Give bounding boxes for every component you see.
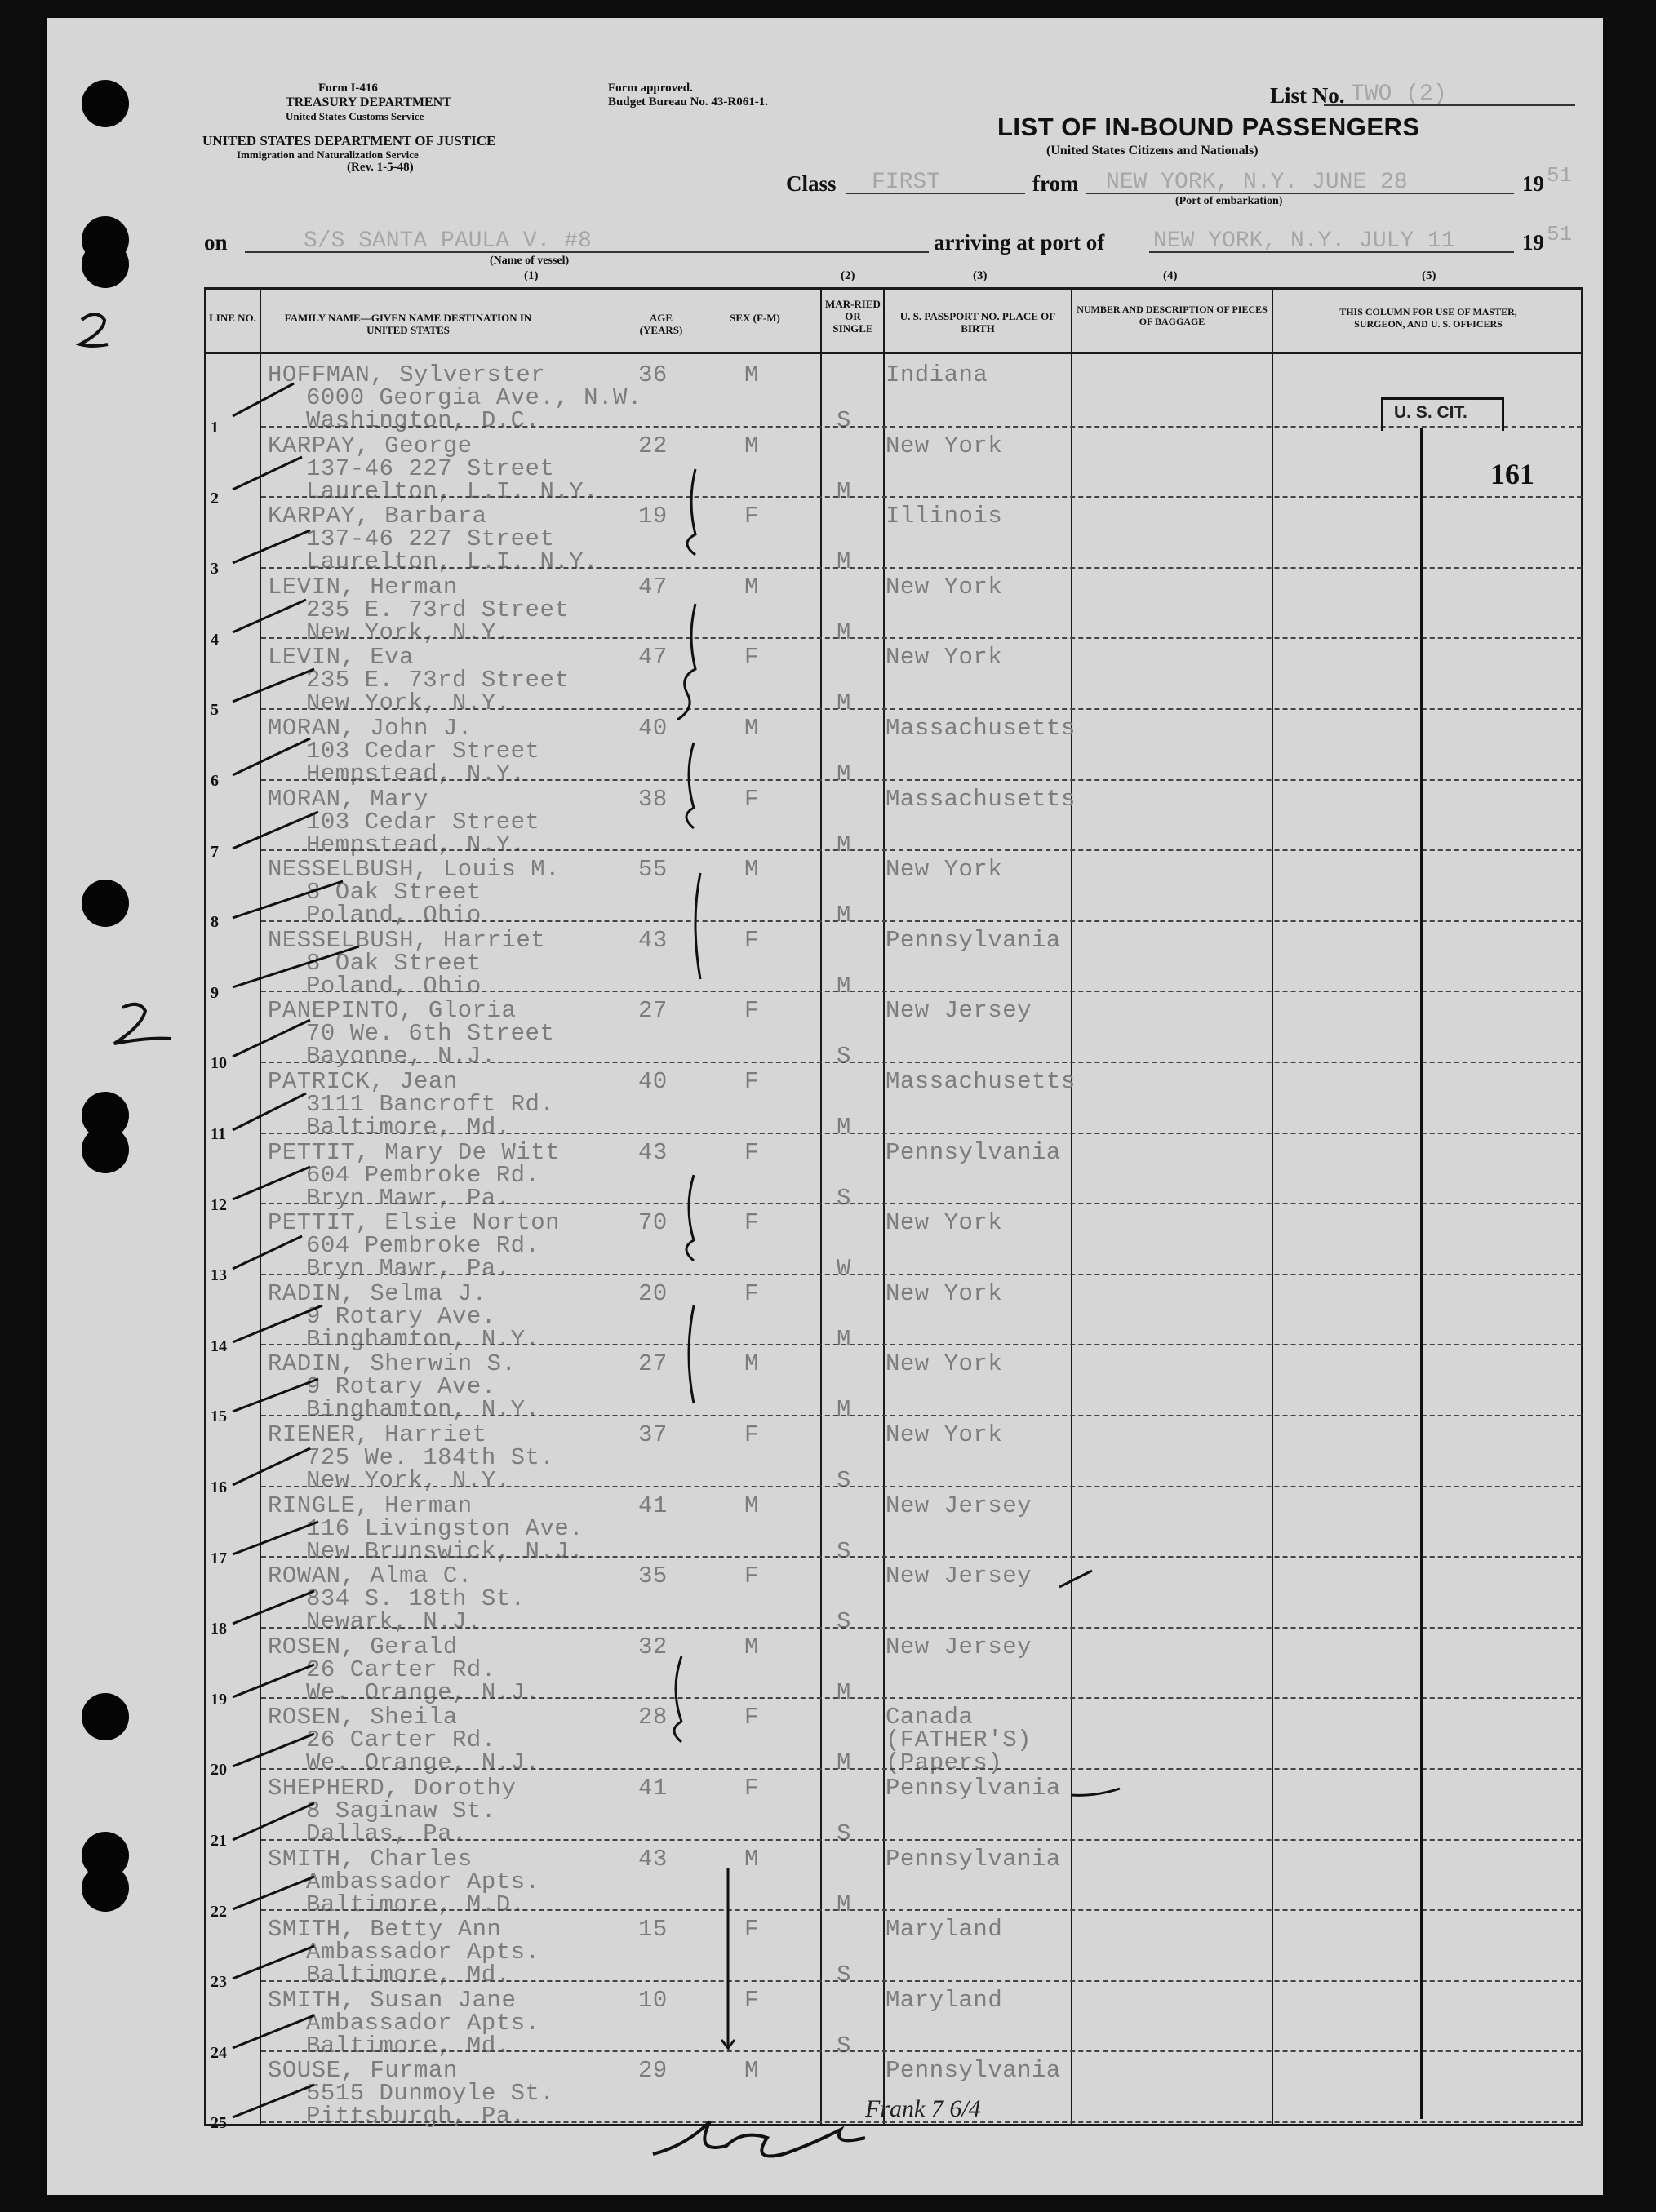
line-number: 20 (211, 1761, 227, 1780)
passenger-marital-status: S (837, 1537, 851, 1565)
line-number: 11 (211, 1125, 226, 1143)
passenger-birthplace-note: (Papers) (886, 1749, 1003, 1777)
passenger-address-1: Ambassador Apts. (306, 1939, 540, 1966)
year-value-2: 51 (1547, 222, 1573, 246)
passenger-age: 37 (638, 1421, 668, 1448)
passenger-age: 22 (638, 432, 668, 459)
list-subtitle: (United States Citizens and Nationals) (1046, 144, 1259, 157)
passenger-sex: M (744, 1633, 759, 1660)
passenger-name: SHEPHERD, Dorothy (268, 1775, 517, 1802)
passenger-name: SMITH, Charles (268, 1845, 473, 1873)
passenger-birthplace: New Jersey (886, 997, 1032, 1025)
passenger-birthplace: New York (886, 644, 1003, 672)
passenger-marital-status: M (837, 1891, 851, 1918)
passenger-birthplace: New Jersey (886, 1492, 1032, 1519)
passenger-sex: M (744, 361, 759, 388)
header-baggage: NUMBER AND DESCRIPTION OF PIECES OF BAGGAGE (1077, 304, 1268, 327)
line-number: 3 (211, 560, 219, 578)
passenger-sex: M (744, 856, 759, 884)
passenger-address-1: 3111 Bancroft Rd. (306, 1091, 555, 1118)
margin-mark-two (80, 314, 108, 346)
stamp-number: 161 (1490, 458, 1534, 490)
year-prefix-1: 19 (1522, 171, 1544, 196)
arriving-label: arriving at port of (934, 230, 1105, 255)
passenger-address-1: Ambassador Apts. (306, 1868, 540, 1895)
line-number: 18 (211, 1620, 227, 1638)
passenger-name: RADIN, Selma J. (268, 1279, 487, 1307)
passenger-name: SMITH, Betty Ann (268, 1916, 502, 1944)
arriving-value: NEW YORK, N.Y. JULY 11 (1153, 228, 1455, 254)
passenger-age: 36 (638, 361, 668, 388)
passenger-sex: F (744, 1986, 759, 2014)
passenger-address-1: 70 We. 6th Street (306, 1020, 555, 1048)
passenger-sex: M (744, 2057, 759, 2085)
passenger-name: KARPAY, George (268, 432, 473, 459)
passenger-address-1: 137-46 227 Street (306, 525, 555, 553)
passenger-address-2: Binghamton, N.Y. (306, 1325, 540, 1353)
passenger-address-1: 5515 Dunmoyle St. (306, 2080, 555, 2108)
column-number-3: (3) (973, 269, 988, 282)
passenger-marital-status: S (837, 1043, 851, 1071)
passenger-name: MORAN, John J. (268, 715, 473, 742)
passenger-age: 43 (638, 1138, 668, 1166)
line-number: 9 (211, 983, 219, 1002)
passenger-name: HOFFMAN, Sylverster (268, 361, 546, 388)
passenger-age: 47 (638, 573, 668, 601)
passenger-sex: M (744, 573, 759, 601)
passenger-sex: F (744, 1421, 759, 1448)
passenger-age: 40 (638, 715, 668, 742)
passenger-sex: M (744, 432, 759, 459)
line-number: 7 (211, 842, 219, 861)
passenger-marital-status: S (837, 1962, 851, 1989)
header-passport: U. S. PASSPORT NO. PLACE OF BIRTH (899, 310, 1056, 335)
passenger-address-2: Laurelton, L.I. N.Y. (306, 477, 599, 505)
passenger-sex: F (744, 1563, 759, 1590)
passenger-address-2: Hempstead, N.Y. (306, 760, 526, 787)
passenger-birthplace: Massachusetts (886, 1068, 1076, 1095)
passenger-age: 19 (638, 503, 668, 530)
passenger-birthplace: Pennsylvania (886, 1138, 1061, 1166)
passenger-age: 43 (638, 1845, 668, 1873)
passenger-age: 15 (638, 1916, 668, 1944)
passenger-sex: F (744, 1068, 759, 1095)
brace-marks (674, 469, 1120, 2048)
passenger-marital-status: M (837, 1749, 851, 1777)
revision-date: (Rev. 1-5-48) (347, 161, 414, 174)
header-name: FAMILY NAME—GIVEN NAME DESTINATION IN UNITED STATES (284, 312, 532, 336)
passenger-sex: F (744, 997, 759, 1025)
header-married: MAR-RIED OR SINGLE (825, 298, 881, 335)
from-value: NEW YORK, N.Y. JUNE 28 (1106, 170, 1408, 195)
passenger-age: 40 (638, 1068, 668, 1095)
passenger-address-1: 604 Pembroke Rd. (306, 1232, 540, 1260)
vessel-caption: (Name of vessel) (490, 255, 570, 267)
passenger-address-2: Laurelton, L.I. N.Y. (306, 548, 599, 576)
passenger-marital-status: S (837, 2032, 851, 2059)
passenger-sex: F (744, 1138, 759, 1166)
passenger-address-2: Baltimore, M.D. (306, 1891, 526, 1918)
passenger-name: LEVIN, Eva (268, 644, 415, 672)
line-number: 24 (211, 2043, 227, 2062)
passenger-sex: M (744, 715, 759, 742)
passenger-birthplace: Massachusetts (886, 715, 1076, 742)
passenger-address-2: Bayonne, N.J. (306, 1043, 496, 1071)
passenger-age: 27 (638, 997, 668, 1025)
budget-bureau-number: Budget Bureau No. 43-R061-1. (608, 95, 768, 109)
column-number-1: (1) (524, 269, 539, 282)
line-number: 13 (211, 1266, 227, 1285)
passenger-birthplace: New York (886, 856, 1003, 884)
passenger-age: 70 (638, 1209, 668, 1237)
passenger-marital-status: M (837, 902, 851, 929)
passenger-marital-status: S (837, 1608, 851, 1636)
passenger-age: 35 (638, 1563, 668, 1590)
passenger-address-1: 235 E. 73rd Street (306, 596, 570, 623)
passenger-address-2: Baltimore, Md. (306, 1962, 511, 1989)
passenger-birthplace: Maryland (886, 1986, 1003, 2014)
passenger-address-1: 9 Rotary Ave. (306, 1302, 496, 1330)
passenger-birthplace: Illinois (886, 503, 1003, 530)
passenger-address-1: 9 Rotary Ave. (306, 1373, 496, 1401)
treasury-department: TREASURY DEPARTMENT (286, 95, 451, 109)
line-number: 15 (211, 1407, 227, 1426)
header-officers: THIS COLUMN FOR USE OF MASTER, SURGEON, AND U. S. OFFICERS (1339, 306, 1517, 330)
passenger-marital-status: M (837, 548, 851, 576)
department-of-justice: UNITED STATES DEPARTMENT OF JUSTICE (202, 133, 496, 149)
passenger-marital-status: M (837, 972, 851, 1000)
passenger-name: ROSEN, Gerald (268, 1633, 458, 1660)
passenger-name: ROSEN, Sheila (268, 1704, 458, 1731)
passenger-name: PANEPINTO, Gloria (268, 997, 517, 1025)
passenger-age: 41 (638, 1492, 668, 1519)
year-prefix-2: 19 (1522, 230, 1544, 255)
line-number: 19 (211, 1690, 227, 1709)
passenger-sex: F (744, 1775, 759, 1802)
passenger-age: 43 (638, 926, 668, 954)
passenger-birthplace: New York (886, 1421, 1003, 1448)
passenger-name: RIENER, Harriet (268, 1421, 487, 1448)
passenger-sex: M (744, 1350, 759, 1378)
passenger-marital-status: M (837, 689, 851, 717)
passenger-marital-status: M (837, 1396, 851, 1424)
passenger-name: MORAN, Mary (268, 785, 428, 813)
passenger-address-2: New York, N.Y. (306, 618, 511, 646)
margin-mark-two (114, 1004, 171, 1044)
passenger-sex: F (744, 1279, 759, 1307)
passenger-address-1: 103 Cedar Street (306, 738, 540, 765)
passenger-name: PETTIT, Elsie Norton (268, 1209, 561, 1237)
passenger-sex: F (744, 1209, 759, 1237)
passenger-address-1: 6000 Georgia Ave., N.W. (306, 384, 642, 411)
passenger-address-2: Bryn Mawr, Pa. (306, 1255, 511, 1283)
passenger-address-1: Ambassador Apts. (306, 2009, 540, 2037)
line-number: 5 (211, 701, 219, 720)
passenger-birthplace: Pennsylvania (886, 1775, 1061, 1802)
passenger-age: 29 (638, 2057, 668, 2085)
passenger-name: RADIN, Sherwin S. (268, 1350, 517, 1378)
line-number: 12 (211, 1195, 227, 1214)
passenger-birthplace: New Jersey (886, 1633, 1032, 1660)
passenger-birthplace: New York (886, 432, 1003, 459)
passenger-address-2: Baltimore, Md. (306, 1114, 511, 1141)
passenger-address-2: Washington, D.C. (306, 407, 540, 434)
passenger-address-1: 8 Saginaw St. (306, 1798, 496, 1824)
passenger-name: ROWAN, Alma C. (268, 1563, 473, 1590)
passenger-age: 55 (638, 856, 668, 884)
passenger-name: NESSELBUSH, Louis M. (268, 856, 561, 884)
passenger-address-1: 137-46 227 Street (306, 454, 555, 482)
passenger-address-2: We. Orange, N.J. (306, 1749, 540, 1777)
passenger-address-1: 8 Oak Street (306, 879, 482, 907)
passenger-address-1: 604 Pembroke Rd. (306, 1161, 540, 1189)
citizen-stamp-text: U. S. CIT. (1394, 403, 1467, 422)
header-line-no: LINE NO. (209, 312, 256, 324)
passenger-name: NESSELBUSH, Harriet (268, 926, 546, 954)
vessel-value: S/S SANTA PAULA V. #8 (304, 228, 592, 254)
passenger-address-2: Poland, Ohio (306, 972, 482, 1000)
passenger-sex: F (744, 644, 759, 672)
signature-text: Frank 7 6/4 (865, 2095, 981, 2122)
passenger-marital-status: S (837, 1820, 851, 1847)
passenger-birthplace: Pennsylvania (886, 926, 1061, 954)
line-number: 25 (211, 2114, 227, 2133)
passenger-birthplace: Massachusetts (886, 785, 1076, 813)
passenger-address-1: 8 Oak Street (306, 949, 482, 977)
passenger-age: 27 (638, 1350, 668, 1378)
immigration-service: Immigration and Naturalization Service (237, 149, 419, 161)
passenger-sex: F (744, 926, 759, 954)
passenger-address-2: Pittsburgh, Pa. (306, 2103, 526, 2130)
year-value-1: 51 (1547, 163, 1573, 188)
line-number: 1 (211, 419, 219, 437)
passenger-address-1: 103 Cedar Street (306, 808, 540, 836)
passenger-address-1: 116 Livingston Ave. (306, 1514, 584, 1542)
passenger-birthplace: New York (886, 1350, 1003, 1378)
header-sex: SEX (F-M) (730, 312, 780, 324)
passenger-age: 47 (638, 644, 668, 672)
passenger-birthplace: Indiana (886, 361, 988, 388)
passenger-address-2: We. Orange, N.J. (306, 1678, 540, 1706)
line-number: 4 (211, 630, 219, 649)
passenger-address-2: Newark, N.J. (306, 1608, 482, 1636)
column-number-2: (2) (841, 269, 855, 282)
passenger-address-2: Poland, Ohio (306, 902, 482, 929)
passenger-birthplace: New York (886, 1209, 1003, 1237)
passenger-name: PATRICK, Jean (268, 1068, 458, 1095)
passenger-address-2: Baltimore, Md. (306, 2032, 511, 2059)
passenger-age: 10 (638, 1986, 668, 2014)
list-title: LIST OF IN-BOUND PASSENGERS (997, 113, 1420, 141)
signature-scrawl (653, 2121, 865, 2157)
passenger-address-1: 26 Carter Rd. (306, 1656, 496, 1683)
passenger-marital-status: M (837, 477, 851, 505)
column-number-5: (5) (1422, 269, 1436, 282)
passenger-sex: M (744, 1845, 759, 1873)
passenger-sex: F (744, 503, 759, 530)
passenger-address-1: 834 S. 18th St. (306, 1585, 526, 1613)
passenger-marital-status: M (837, 831, 851, 858)
form-approved: Form approved. (608, 82, 693, 95)
passenger-age: 28 (638, 1704, 668, 1731)
column-number-4: (4) (1163, 269, 1178, 282)
passenger-address-1: 26 Carter Rd. (306, 1727, 496, 1754)
passenger-birthplace: Pennsylvania (886, 1845, 1061, 1873)
passenger-age: 32 (638, 1633, 668, 1660)
passenger-name: SMITH, Susan Jane (268, 1986, 517, 2014)
embarkation-caption: (Port of embarkation) (1175, 195, 1283, 207)
passenger-birthplace: New Jersey (886, 1563, 1032, 1590)
passenger-marital-status: M (837, 760, 851, 787)
passenger-name: SOUSE, Furman (268, 2057, 458, 2085)
passenger-address-2: New Brunswick, N.J. (306, 1537, 584, 1565)
passenger-sex: M (744, 1492, 759, 1519)
class-label: Class (786, 171, 837, 196)
line-number: 17 (211, 1549, 227, 1567)
passenger-birthplace: Pennsylvania (886, 2057, 1061, 2085)
line-number: 8 (211, 913, 219, 932)
passenger-age: 41 (638, 1775, 668, 1802)
passenger-marital-status: M (837, 1678, 851, 1706)
passenger-address-2: Binghamton, N.Y. (306, 1396, 540, 1424)
passenger-address-2: Dallas, Pa. (306, 1820, 467, 1847)
line-number: 10 (211, 1054, 227, 1073)
passenger-name: PETTIT, Mary De Witt (268, 1138, 561, 1166)
line-number: 6 (211, 772, 219, 790)
customs-service: United States Customs Service (286, 110, 424, 122)
passenger-address-2: Bryn Mawr, Pa. (306, 1184, 511, 1212)
passenger-birthplace: New York (886, 1279, 1003, 1307)
check-marks (233, 383, 359, 2117)
from-label: from (1032, 171, 1079, 196)
passenger-marital-status: S (837, 1184, 851, 1212)
passenger-marital-status: W (837, 1255, 851, 1283)
passenger-sex: F (744, 1916, 759, 1944)
passenger-address-1: 235 E. 73rd Street (306, 667, 570, 694)
passenger-age: 20 (638, 1279, 668, 1307)
passenger-address-2: Hempstead, N.Y. (306, 831, 526, 858)
passenger-address-2: New York, N.Y. (306, 689, 511, 717)
line-number: 2 (211, 489, 219, 508)
passenger-marital-status: M (837, 1325, 851, 1353)
passenger-marital-status: M (837, 618, 851, 646)
on-label: on (204, 230, 228, 255)
passenger-marital-status: S (837, 407, 851, 434)
passenger-marital-status: S (837, 1467, 851, 1494)
line-number: 22 (211, 1902, 227, 1921)
passenger-sex: F (744, 785, 759, 813)
passenger-birthplace: Maryland (886, 1916, 1003, 1944)
passenger-birthplace: New York (886, 573, 1003, 601)
list-number-value: TWO (2) (1351, 82, 1447, 107)
header-age: AGE (YEARS) (639, 312, 683, 336)
passenger-age: 38 (638, 785, 668, 813)
passenger-name: RINGLE, Herman (268, 1492, 473, 1519)
line-number: 16 (211, 1478, 227, 1496)
passenger-sex: F (744, 1704, 759, 1731)
form-number: Form I-416 (318, 82, 378, 95)
list-number-label: List No. (1270, 83, 1345, 108)
passenger-marital-status: M (837, 1114, 851, 1141)
passenger-address-2: New York, N.Y. (306, 1467, 511, 1494)
line-number: 21 (211, 1832, 227, 1850)
passenger-birthplace-note: (FATHER'S) (886, 1727, 1032, 1754)
passenger-address-1: 725 We. 184th St. (306, 1444, 555, 1471)
passenger-name: KARPAY, Barbara (268, 503, 487, 530)
line-number: 14 (211, 1337, 227, 1355)
line-number: 23 (211, 1973, 227, 1992)
class-value: FIRST (872, 170, 941, 195)
passenger-name: LEVIN, Herman (268, 573, 458, 601)
passenger-birthplace: Canada (886, 1704, 974, 1731)
